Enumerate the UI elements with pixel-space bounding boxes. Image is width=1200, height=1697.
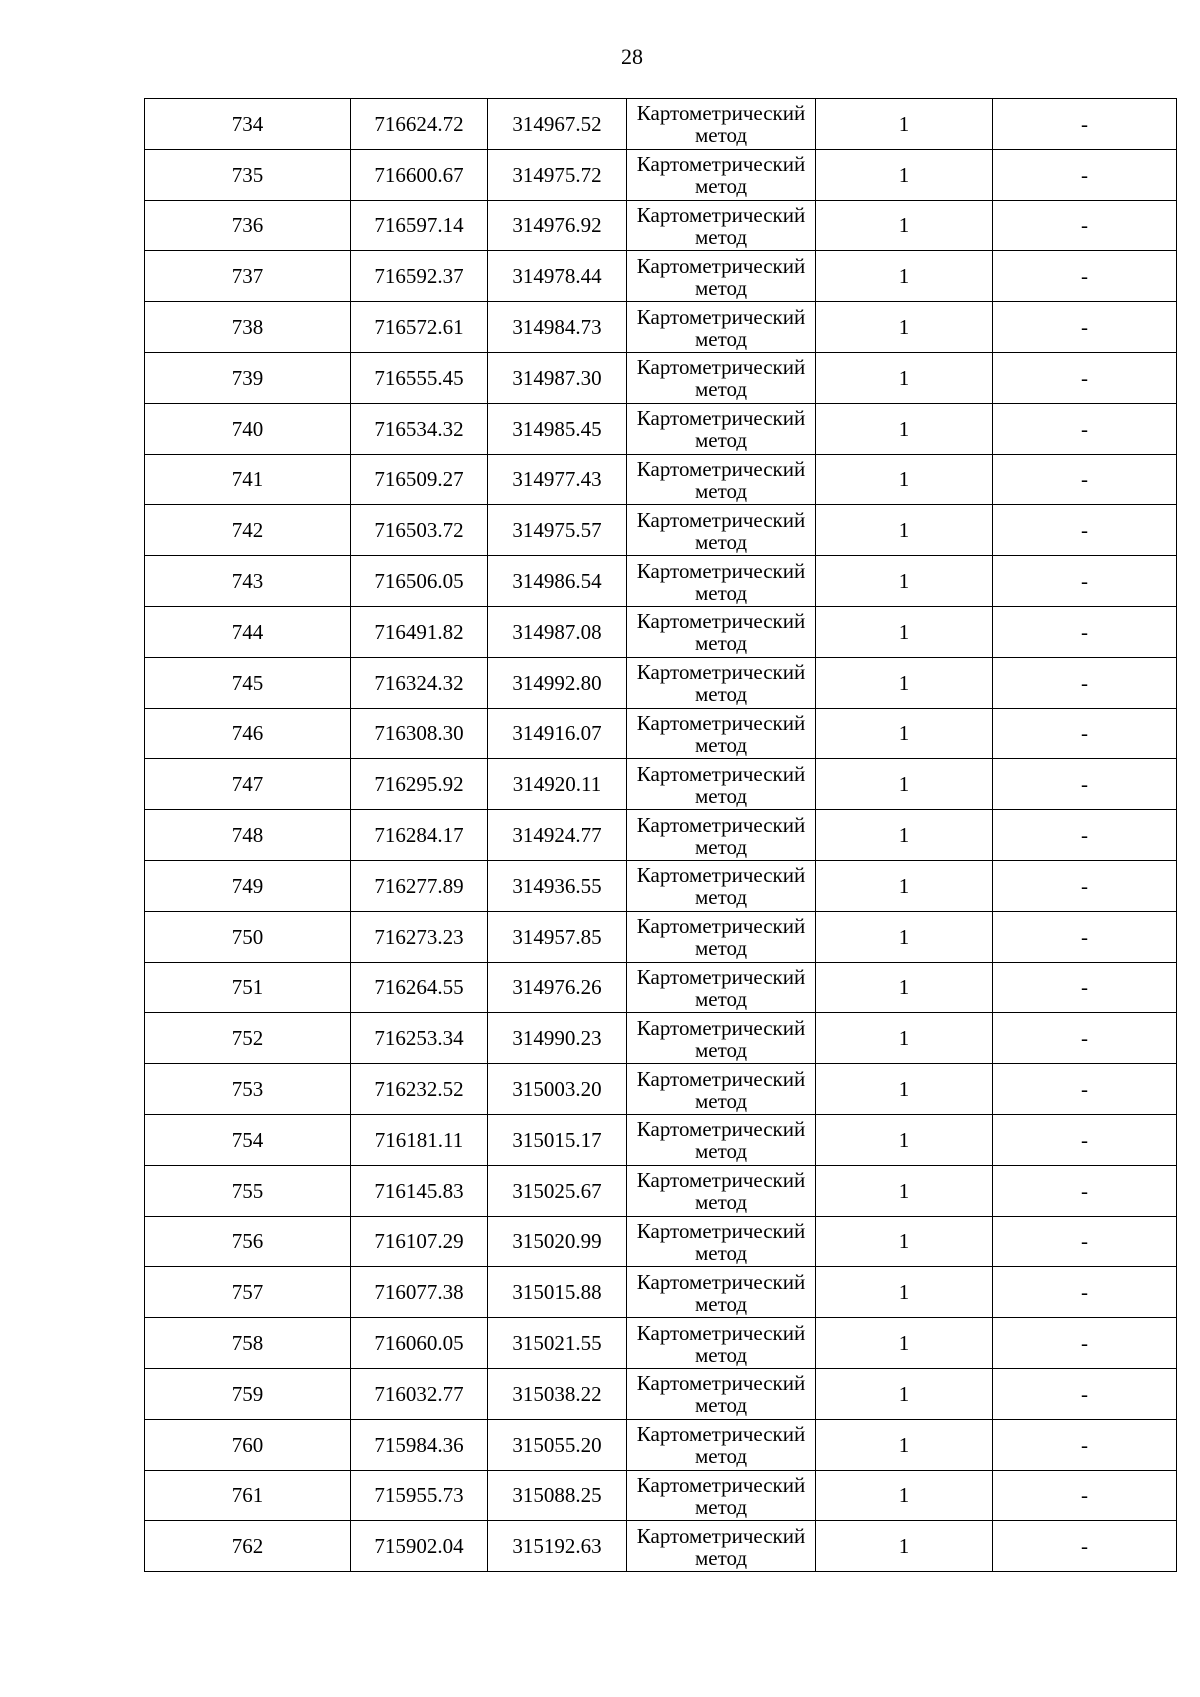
description-cell: - [993,352,1177,403]
method-line-2: метод [694,580,748,605]
method-cell [627,962,816,1013]
method-cell [627,454,816,505]
y-coordinate-cell: 314990.23 [488,1013,627,1064]
y-coordinate-cell: 314984.73 [488,302,627,353]
page-number: 28 [621,44,643,69]
accuracy-cell: 1 [816,99,993,150]
x-coordinate-cell: 716277.89 [351,860,488,911]
method-line-1: Картометрический [636,558,806,583]
description-cell: - [993,1318,1177,1369]
point-number-cell: 739 [145,352,351,403]
table-row [145,1521,1177,1572]
description-cell: - [993,1165,1177,1216]
table-row [145,1368,1177,1419]
point-number-cell: 749 [145,860,351,911]
y-coordinate-cell: 314976.26 [488,962,627,1013]
method-line-2: метод [694,1037,748,1062]
method-cell [627,200,816,251]
method-line-1: Картометрический [636,202,806,227]
x-coordinate-cell: 716572.61 [351,302,488,353]
table-row [145,200,1177,251]
description-cell: - [993,860,1177,911]
description-cell: - [993,1521,1177,1572]
x-coordinate-cell: 716295.92 [351,759,488,810]
x-coordinate-cell: 716503.72 [351,505,488,556]
method-line-2: метод [694,275,748,300]
method-line-1: Картометрический [636,609,806,634]
accuracy-cell: 1 [816,1470,993,1521]
accuracy-cell: 1 [816,1419,993,1470]
point-number-cell: 738 [145,302,351,353]
y-coordinate-cell: 314975.57 [488,505,627,556]
table-row [145,962,1177,1013]
x-coordinate-cell: 716597.14 [351,200,488,251]
y-coordinate-cell: 314987.30 [488,352,627,403]
table-row [145,911,1177,962]
point-number-cell: 735 [145,149,351,200]
table-row [145,759,1177,810]
method-line-2: метод [694,123,748,148]
method-line-2: метод [694,682,748,707]
table-row [145,1419,1177,1470]
x-coordinate-cell: 716253.34 [351,1013,488,1064]
method-line-2: метод [694,783,748,808]
table-row [145,1267,1177,1318]
x-coordinate-cell: 716534.32 [351,403,488,454]
method-line-1: Картометрический [636,355,806,380]
point-number-cell: 751 [145,962,351,1013]
y-coordinate-cell: 315088.25 [488,1470,627,1521]
description-cell: - [993,99,1177,150]
method-line-2: метод [694,834,748,859]
method-line-2: метод [694,1494,748,1519]
point-number-cell: 759 [145,1368,351,1419]
accuracy-cell: 1 [816,505,993,556]
description-cell: - [993,606,1177,657]
table-row [145,454,1177,505]
x-coordinate-cell: 716273.23 [351,911,488,962]
y-coordinate-cell: 314967.52 [488,99,627,150]
table-row [145,1013,1177,1064]
description-cell: - [993,1013,1177,1064]
point-number-cell: 753 [145,1064,351,1115]
method-cell [627,251,816,302]
point-number-cell: 740 [145,403,351,454]
method-line-1: Картометрический [636,964,806,989]
accuracy-cell: 1 [816,149,993,200]
description-cell: - [993,657,1177,708]
method-line-1: Картометрический [636,152,806,177]
point-number-cell: 760 [145,1419,351,1470]
accuracy-cell: 1 [816,454,993,505]
method-line-1: Картометрический [636,304,806,329]
accuracy-cell: 1 [816,810,993,861]
method-cell [627,556,816,607]
method-line-2: метод [694,732,748,757]
method-line-1: Картометрический [636,1523,806,1548]
table-row [145,1064,1177,1115]
accuracy-cell: 1 [816,556,993,607]
method-line-1: Картометрический [636,1218,806,1243]
method-line-1: Картометрический [636,710,806,735]
description-cell: - [993,1368,1177,1419]
point-number-cell: 745 [145,657,351,708]
method-line-1: Картометрический [636,1269,806,1294]
method-cell [627,1165,816,1216]
method-line-2: метод [694,936,748,961]
method-line-2: метод [694,1291,748,1316]
accuracy-cell: 1 [816,606,993,657]
y-coordinate-cell: 315015.17 [488,1114,627,1165]
y-coordinate-cell: 314987.08 [488,606,627,657]
accuracy-cell: 1 [816,200,993,251]
point-number-cell: 743 [145,556,351,607]
description-cell: - [993,1470,1177,1521]
method-line-1: Картометрический [636,1015,806,1040]
description-cell: - [993,962,1177,1013]
method-line-1: Картометрический [636,253,806,278]
accuracy-cell: 1 [816,1368,993,1419]
x-coordinate-cell: 716600.67 [351,149,488,200]
method-line-1: Картометрический [636,507,806,532]
x-coordinate-cell: 716264.55 [351,962,488,1013]
description-cell: - [993,454,1177,505]
y-coordinate-cell: 315038.22 [488,1368,627,1419]
method-line-1: Картометрический [636,406,806,431]
accuracy-cell: 1 [816,1216,993,1267]
table-row [145,352,1177,403]
method-line-1: Картометрический [636,1371,806,1396]
method-line-1: Картометрический [636,1168,806,1193]
description-cell: - [993,1114,1177,1165]
method-line-1: Картометрический [636,101,806,126]
point-number-cell: 741 [145,454,351,505]
description-cell: - [993,403,1177,454]
point-number-cell: 742 [145,505,351,556]
method-line-2: метод [694,428,748,453]
table-row [145,149,1177,200]
method-line-2: метод [694,1139,748,1164]
method-cell [627,606,816,657]
method-line-1: Картометрический [636,914,806,939]
table-row [145,99,1177,150]
description-cell: - [993,1216,1177,1267]
method-line-1: Картометрический [636,1320,806,1345]
accuracy-cell: 1 [816,251,993,302]
table-row [145,1165,1177,1216]
point-number-cell: 747 [145,759,351,810]
table-row [145,302,1177,353]
x-coordinate-cell: 716232.52 [351,1064,488,1115]
method-cell [627,352,816,403]
description-cell: - [993,200,1177,251]
method-line-2: метод [694,326,748,351]
point-number-cell: 762 [145,1521,351,1572]
method-cell [627,1470,816,1521]
table-row [145,1216,1177,1267]
method-line-1: Картометрический [636,1117,806,1142]
x-coordinate-cell: 716077.38 [351,1267,488,1318]
x-coordinate-cell: 715955.73 [351,1470,488,1521]
table-row [145,606,1177,657]
x-coordinate-cell: 716555.45 [351,352,488,403]
coordinates-table [144,98,1177,1572]
accuracy-cell: 1 [816,352,993,403]
table-row [145,1470,1177,1521]
method-line-2: метод [694,377,748,402]
x-coordinate-cell: 716624.72 [351,99,488,150]
method-line-2: метод [694,224,748,249]
accuracy-cell: 1 [816,911,993,962]
accuracy-cell: 1 [816,1165,993,1216]
method-line-2: метод [694,529,748,554]
description-cell: - [993,810,1177,861]
method-cell [627,1267,816,1318]
y-coordinate-cell: 314957.85 [488,911,627,962]
point-number-cell: 761 [145,1470,351,1521]
table-row [145,1114,1177,1165]
x-coordinate-cell: 716060.05 [351,1318,488,1369]
method-cell [627,99,816,150]
x-coordinate-cell: 716032.77 [351,1368,488,1419]
method-cell [627,759,816,810]
method-cell [627,149,816,200]
y-coordinate-cell: 315003.20 [488,1064,627,1115]
point-number-cell: 734 [145,99,351,150]
point-number-cell: 756 [145,1216,351,1267]
y-coordinate-cell: 314975.72 [488,149,627,200]
x-coordinate-cell: 715984.36 [351,1419,488,1470]
y-coordinate-cell: 315055.20 [488,1419,627,1470]
method-cell [627,911,816,962]
accuracy-cell: 1 [816,1064,993,1115]
y-coordinate-cell: 315192.63 [488,1521,627,1572]
coordinates-table-body [145,99,1177,1572]
method-cell [627,657,816,708]
x-coordinate-cell: 716509.27 [351,454,488,505]
method-line-2: метод [694,1444,748,1469]
table-row [145,657,1177,708]
method-cell [627,1419,816,1470]
point-number-cell: 750 [145,911,351,962]
method-line-1: Картометрический [636,812,806,837]
method-line-2: метод [694,478,748,503]
method-cell [627,1013,816,1064]
y-coordinate-cell: 315025.67 [488,1165,627,1216]
method-line-1: Картометрический [636,1422,806,1447]
description-cell: - [993,911,1177,962]
method-line-2: метод [694,986,748,1011]
x-coordinate-cell: 716592.37 [351,251,488,302]
method-line-1: Картометрический [636,1472,806,1497]
method-line-1: Картометрический [636,456,806,481]
y-coordinate-cell: 314916.07 [488,708,627,759]
description-cell: - [993,149,1177,200]
method-line-2: метод [694,885,748,910]
y-coordinate-cell: 314977.43 [488,454,627,505]
method-line-2: метод [694,1393,748,1418]
y-coordinate-cell: 314985.45 [488,403,627,454]
point-number-cell: 757 [145,1267,351,1318]
x-coordinate-cell: 716107.29 [351,1216,488,1267]
description-cell: - [993,759,1177,810]
point-number-cell: 748 [145,810,351,861]
accuracy-cell: 1 [816,1318,993,1369]
method-line-2: метод [694,1190,748,1215]
accuracy-cell: 1 [816,1013,993,1064]
description-cell: - [993,1267,1177,1318]
table-row [145,708,1177,759]
method-cell [627,1114,816,1165]
x-coordinate-cell: 716181.11 [351,1114,488,1165]
accuracy-cell: 1 [816,302,993,353]
accuracy-cell: 1 [816,1114,993,1165]
method-cell [627,708,816,759]
method-line-2: метод [694,1240,748,1265]
method-line-2: метод [694,1545,748,1570]
accuracy-cell: 1 [816,1267,993,1318]
table-row [145,251,1177,302]
method-cell [627,505,816,556]
y-coordinate-cell: 315020.99 [488,1216,627,1267]
table-row [145,556,1177,607]
method-line-2: метод [694,1342,748,1367]
y-coordinate-cell: 315021.55 [488,1318,627,1369]
y-coordinate-cell: 315015.88 [488,1267,627,1318]
table-row [145,810,1177,861]
method-cell [627,1521,816,1572]
method-cell [627,302,816,353]
method-line-2: метод [694,174,748,199]
y-coordinate-cell: 314936.55 [488,860,627,911]
method-cell [627,403,816,454]
description-cell: - [993,505,1177,556]
description-cell: - [993,1064,1177,1115]
accuracy-cell: 1 [816,1521,993,1572]
table-row [145,860,1177,911]
method-cell [627,1318,816,1369]
point-number-cell: 758 [145,1318,351,1369]
table-row [145,1318,1177,1369]
description-cell: - [993,708,1177,759]
method-cell [627,810,816,861]
method-cell [627,860,816,911]
accuracy-cell: 1 [816,860,993,911]
description-cell: - [993,251,1177,302]
x-coordinate-cell: 715902.04 [351,1521,488,1572]
y-coordinate-cell: 314992.80 [488,657,627,708]
y-coordinate-cell: 314978.44 [488,251,627,302]
point-number-cell: 737 [145,251,351,302]
accuracy-cell: 1 [816,708,993,759]
method-cell [627,1064,816,1115]
accuracy-cell: 1 [816,962,993,1013]
x-coordinate-cell: 716506.05 [351,556,488,607]
y-coordinate-cell: 314920.11 [488,759,627,810]
method-cell [627,1216,816,1267]
x-coordinate-cell: 716284.17 [351,810,488,861]
table-row [145,505,1177,556]
method-line-1: Картометрический [636,1066,806,1091]
point-number-cell: 736 [145,200,351,251]
accuracy-cell: 1 [816,403,993,454]
point-number-cell: 755 [145,1165,351,1216]
accuracy-cell: 1 [816,759,993,810]
method-line-1: Картометрический [636,863,806,888]
point-number-cell: 746 [145,708,351,759]
y-coordinate-cell: 314976.92 [488,200,627,251]
table-row [145,403,1177,454]
description-cell: - [993,1419,1177,1470]
y-coordinate-cell: 314986.54 [488,556,627,607]
accuracy-cell: 1 [816,657,993,708]
method-line-1: Картометрический [636,660,806,685]
point-number-cell: 752 [145,1013,351,1064]
method-cell [627,1368,816,1419]
x-coordinate-cell: 716145.83 [351,1165,488,1216]
description-cell: - [993,556,1177,607]
method-line-2: метод [694,1088,748,1113]
y-coordinate-cell: 314924.77 [488,810,627,861]
x-coordinate-cell: 716491.82 [351,606,488,657]
method-line-2: метод [694,631,748,656]
description-cell: - [993,302,1177,353]
point-number-cell: 754 [145,1114,351,1165]
x-coordinate-cell: 716324.32 [351,657,488,708]
method-line-1: Картометрический [636,761,806,786]
point-number-cell: 744 [145,606,351,657]
x-coordinate-cell: 716308.30 [351,708,488,759]
